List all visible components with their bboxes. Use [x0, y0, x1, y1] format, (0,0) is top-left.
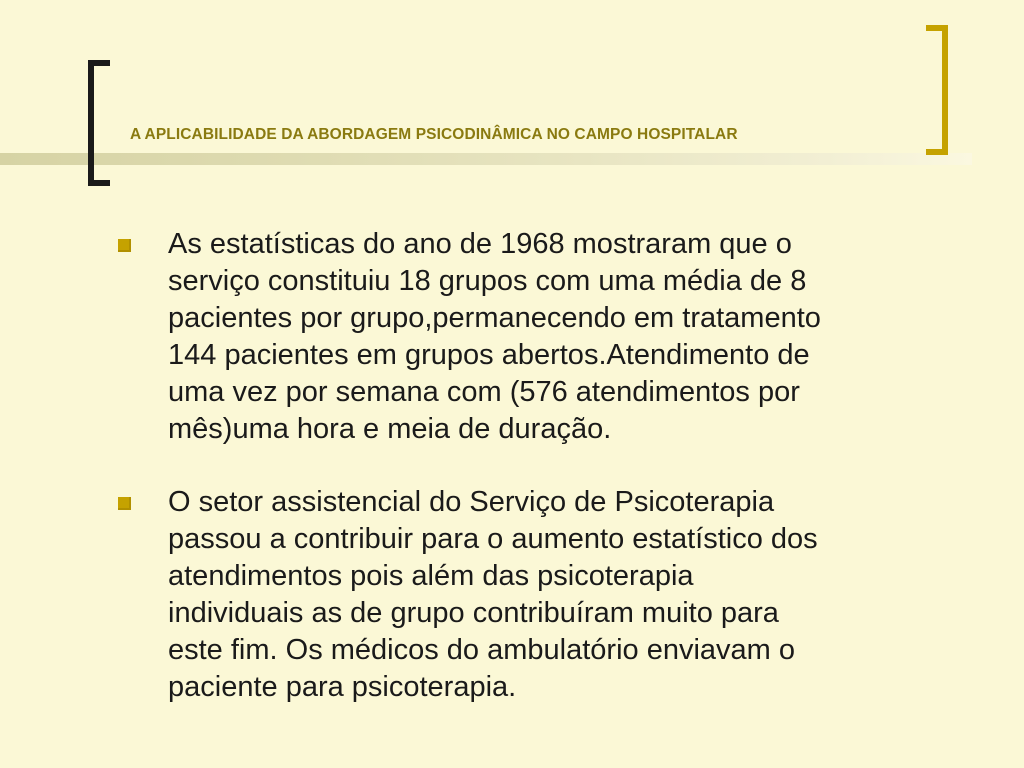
bullet-square-icon	[118, 497, 131, 510]
bullet-text: As estatísticas do ano de 1968 mostraram que o serviço constituiu 18 grupos com uma média de 8 pacientes por grupo,permanecendo em tratamento 144 pacientes em grupos abertos.Atendimento de uma vez por semana com (576 atendimentos por mês)uma hora e meia de duração.	[168, 228, 821, 445]
title-divider	[0, 153, 972, 165]
slide-body	[118, 226, 958, 742]
bullet-square-icon	[118, 239, 131, 252]
left-bracket-decoration	[88, 60, 110, 186]
bullet-item	[118, 226, 958, 448]
slide-title: A APLICABILIDADE DA ABORDAGEM PSICODINÂMICA NO CAMPO HOSPITALAR	[130, 126, 738, 143]
bullet-item	[118, 484, 958, 706]
right-bracket-decoration	[926, 25, 948, 155]
bullet-text: O setor assistencial do Serviço de Psicoterapia passou a contribuir para o aumento estatístico dos atendimentos pois além das psicoterapia individuais as de grupo contribuíram muito para este fim. Os médicos do ambulatório enviavam o paciente para psicoterapia.	[168, 486, 818, 703]
